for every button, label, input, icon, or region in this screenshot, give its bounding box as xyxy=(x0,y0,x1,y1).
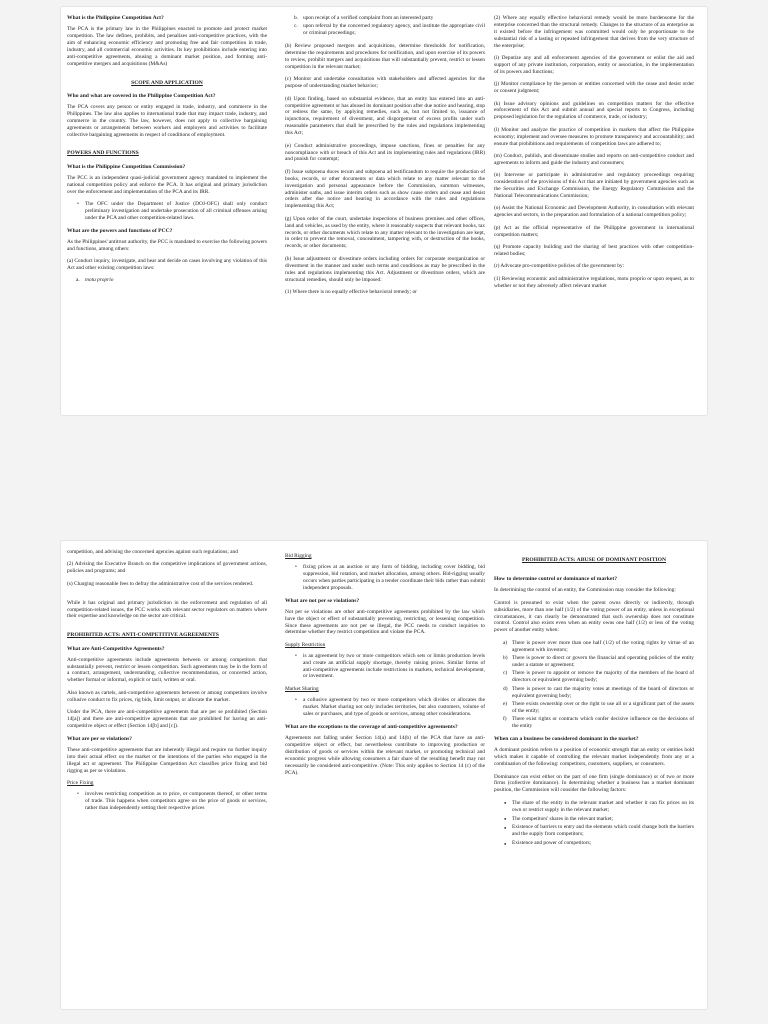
bullet-list-market-sharing xyxy=(285,697,485,718)
list-item: ● Existence of barriers to entry and the elements which could change both the barriers and the supply from competitors; xyxy=(512,824,694,838)
list-item-text: There is power to direct or govern the financial and operating policies of the entity under a statute or agreement; xyxy=(512,655,694,668)
document-page-2 xyxy=(60,540,708,1010)
paragraph-continued: competition, and advising the concerned agencies against such regulations; and xyxy=(67,549,238,555)
list-marker: b. xyxy=(294,15,299,21)
paragraph-power-p: (p) Act as the official representative of the Philippine government in international competition matters; xyxy=(494,224,694,238)
list-item: ● Existence and power of competitors; xyxy=(512,840,694,847)
paragraph-power-r: (r) Advocate pro-competitive policies of the government by: xyxy=(494,263,625,270)
paragraph-anti-competitive: Anti-competitive agreements include agreements between or among competitors that substantially prevent, restrict or lessen competition. Such agreements may be in the form of a contract, arrangement, understanding, collective recommendation, or concerted action, whether formal or informal, explicit or tacit, written or oral. xyxy=(67,656,267,684)
list-item-text: There is power to appoint or remove the majority of the members of the board of directors or equivalent governing body; xyxy=(512,670,694,684)
list-marker: f) xyxy=(503,716,507,723)
page1-column-1 xyxy=(67,15,267,415)
page2-column-2 xyxy=(285,549,485,1009)
list-marker: b) xyxy=(503,655,508,662)
subheading-market-sharing: Market Sharing xyxy=(285,686,319,693)
question-exceptions: What are the exceptions to the coverage of anti-competitive agreements? xyxy=(285,723,458,730)
list-power-a-continued xyxy=(285,15,485,37)
question-anti-competitive: What are Anti-Competitive Agreements? xyxy=(67,645,165,652)
question-what-is-pca: What is the Philippine Competition Act? xyxy=(67,15,164,21)
paragraph-sector-regulators: While it has original and primary jurisdiction in the enforcement and regulation of all competition-related issues, the PCC works with relevant sector regulators on matters where their expertise and knowledge on the sector are critical. xyxy=(67,599,267,620)
question-who-covered: Who and what are covered in the Philippine Competition Act? xyxy=(67,92,216,99)
paragraph-not-per-se: Not per se violations are other anti-competitive agreements prohibited by the law which have the object or effect of substantially preventing, restricting, or lessening competition. Since these agreements are not per se illegal, the PCC needs to conduct inquiries to determine whether they restrict competition and violate the PCA. xyxy=(285,608,485,636)
list-marker: a) xyxy=(503,639,508,646)
paragraph-exceptions: Agreements not falling under Section 14(a) and 14(b) of the PCA that have an anti-competitive object or effect, but nevertheless contribute to improving production or distribution of goods or services within the relevant market, or promoting technical and economic progress while allowing consumers a fair share of the resulting benefit may not necessarily be considered anti-competitive. (Note: This only applies to Section 14 (c) of the PCA). xyxy=(285,735,485,776)
page1-column-3 xyxy=(494,15,694,415)
bullet-list-bid-rigging xyxy=(285,564,485,592)
list-item xyxy=(294,15,485,22)
bullet-market-sharing: • a collusive agreement by two or more competitors which divides or allocates the market. Market sharing not only includes territories, but also customers, volume of sales or purchases, and type of goods or services, among other considerations. xyxy=(303,697,485,718)
list-item xyxy=(76,277,267,284)
paragraph-section-14: Under the PCA, there are anti-competitive agreements that are per se prohibited (Section 14[a]) and there are anti-competitive agreements that are prohibited for having an anti-competitive object or effect (Section 14[b] and [c]). xyxy=(67,709,267,729)
paragraph-who-covered: The PCA covers any person or entity engaged in trade, industry, and commerce in the Philippines. The law also applies to international trade that may impact trade, industry, and commerce in the country. The law, however, does not apply to collective bargaining agreements or arrangements between workers and employers and activities to facilitate collective bargaining agreements in respect of conditions of employment. xyxy=(67,103,267,138)
subheading-bid-rigging: Bid Rigging xyxy=(285,553,312,559)
subheading-price-fixing: Price Fixing xyxy=(67,780,94,787)
list-item xyxy=(503,716,694,730)
question-dominant: When can a business be considered dominant in the market? xyxy=(494,736,639,743)
question-what-is-pcc: What is the Philippine Competition Commission? xyxy=(67,163,186,170)
paragraph-power-l: (l) Monitor and analyze the practice of competition in markets that affect the Philippine economy; implement and oversee measures to promote transparency and accountability; and ensure that prohibitions and requirements of competition laws are adhered to; xyxy=(494,126,694,147)
paragraph-power-m: (m) Conduct, publish, and disseminate studies and reports on anti-competitive conduct and agreements to inform and guide the industry and consumers; xyxy=(494,153,694,166)
subheading-supply-restriction: Supply Restriction xyxy=(285,641,326,648)
paragraph-control-intro: In determining the control of an entity, the Commission may consider the following: xyxy=(494,587,676,594)
paragraph-power-d: (d) Upon finding, based on substantial evidence, that an entity has entered into an anti-competitive agreement or has abused its dominant position after due notice and hearing, stop or redress the same, by applying remedies, such as, but not limited to, issuance of injunctions, requirement of divestment, and disgorgement of excess profits under such reasonable parameters that shall be prescribed by the rules and regulations implementing this Act; xyxy=(285,95,485,137)
bullet-list-ofc xyxy=(67,201,267,222)
list-item xyxy=(503,701,694,715)
paragraph-power-b: (b) Review proposed mergers and acquisitions, determine thresholds for notification, determine the requirements and procedures for notification, and upon exercise of its powers to review, prohibit mergers and acquisitions that will substantially prevent, restrict or lessen competition in the relevant market; xyxy=(285,43,485,70)
bullet-supply-restriction: • is an agreement by two or more competitors which sets or limits production levels and create an artificial supply shortage, thereby raising prices. Similar forms of anti-competitive agreements include restrictions in markets, technical development, or investment. xyxy=(303,653,485,681)
question-not-per-se: What are not per se violations? xyxy=(285,597,360,604)
paragraph-power-k: (k) Issue advisory opinions and guidelines on competition matters for the effective enforcement of this Act and submit annual and special reports to Congress, including proposed legislation for the regulation of commerce, trade, or industry; xyxy=(494,100,694,121)
list-item xyxy=(503,639,694,654)
heading-anti-competitive-agreements: PROHIBITED ACTS: ANTI-COMPETITIVE AGREEMENTS xyxy=(67,632,219,639)
list-item xyxy=(503,685,694,700)
list-item-text: There exists ownership over or the right to use all or a significant part of the assets of the entity; xyxy=(512,701,694,714)
bullet-list-supply-restriction xyxy=(285,653,485,681)
list-marker: e) xyxy=(503,701,508,707)
paragraph-pcc-powers: As the Philippines' antitrust authority, the PCC is mandated to exercise the following powers and functions, among others: xyxy=(67,238,267,252)
paragraph-power-j: (j) Monitor compliance by the person or entities concerned with the cease and desist order or consent judgment; xyxy=(494,81,694,95)
list-item-text: upon receipt of a verified complaint from an interested party xyxy=(303,15,434,21)
list-item-text: There exist rights or contracts which confer decisive influence on the decisions of the entity xyxy=(512,716,694,730)
list-item xyxy=(503,670,694,684)
paragraph-cartels: Also known as cartels, anti-competitive agreements between or among competitors involve collusive conduct to fix prices, rig bids, limit output, or allocate the market. xyxy=(67,689,267,703)
question-control-dominance: How to determine control or dominance of market? xyxy=(494,576,617,583)
question-pcc-powers: What are the powers and functions of PCC? xyxy=(67,227,173,234)
paragraph-power-a: (a) Conduct inquiry, investigate, and hear and decide on cases involving any violation of this Act and other existing competition laws: xyxy=(67,258,267,272)
list-item-text: motu proprio xyxy=(85,277,114,284)
list-item-text: There is power to cast the majority votes at meetings of the board of directors or equivalent governing body; xyxy=(512,685,694,699)
list-marker: c. xyxy=(294,23,298,30)
document-page-1 xyxy=(60,6,708,416)
paragraph-per-se: These anti-competitive agreements that are inherently illegal and require no further inquiry into their actual effect on the market or the intentions of the parties who engaged in the illegal act or agreement. The Philippine Competition Act classifies price fixing and bid rigging as per se violations. xyxy=(67,746,267,774)
list-item: ● The competitors' shares in the relevant market; xyxy=(512,816,694,823)
bullet-bid-rigging: • fixing prices at an auction or any form of bidding, including cover bidding, bid suppression, bid rotation, and market allocation, among others. Bid-rigging usually occurs when parties participating in a tender coordinate their bids rather than submit independent proposals. xyxy=(303,564,485,592)
paragraph-power-s: (s) Charging reasonable fees to defray the administrative cost of the services rendered. xyxy=(67,580,254,587)
paragraph-power-h: (h) Issue adjustment or divestiture orders including orders for corporate reorganization or divestment in the manner and under such terms and conditions as may be prescribed in the rules and regulations implementing this Act. Adjustment or divestiture orders, which are structural remedies, should only be imposed: xyxy=(285,255,485,283)
list-item xyxy=(294,23,485,37)
heading-powers-and-functions: POWERS AND FUNCTIONS xyxy=(67,150,139,157)
bullet-price-fixing: • involves restricting competition as to price, or components thereof, or other terms of trade. This happens when competitors agree on the price of goods or services, rather than independently setting their respective prices xyxy=(85,791,267,812)
heading-abuse-of-dominant-position: PROHIBITED ACTS: ABUSE OF DOMINANT POSITION xyxy=(521,557,667,563)
paragraph-power-r2: (2) Advising the Executive Branch on the competitive implications of government actions, policies and programs; and xyxy=(67,561,267,575)
paragraph-what-is-pcc: The PCC is an independent quasi-judicial government agency mandated to implement the national competition policy and enforce the PCA. It has original and primary jurisdiction over the enforcement and implementation of the PCA and its IRR. xyxy=(67,174,267,195)
paragraph-control-presumed: Control is presumed to exist when the parent owns directly or indirectly, through subsidiaries, more than one half (1/2) of the voting power of an entity, unless in exceptional circumstances, it can clearly be demonstrated that such ownership does not constitute control. Control also exists even when an entity owns one half (1/2) or less of the voting power of another entity when: xyxy=(494,599,694,634)
list-item-text: There is power over more than one half (1/2) of the voting rights by virtue of an agreement with investors; xyxy=(512,639,694,653)
list-marker: c) xyxy=(503,670,508,677)
paragraph-power-o: (o) Assist the National Economic and Development Authority, in consultation with relevant agencies and sectors, in the preparation and formulation of a national competition policy; xyxy=(494,205,694,219)
paragraph-power-e: (e) Conduct administrative proceedings, impose sanctions, fines or penalties for any noncompliance with or breach of this Act and its implementing rules and regulations (IRR) and punish for contempt; xyxy=(285,142,485,163)
list-dominance-factors xyxy=(494,800,694,847)
paragraph-power-r1: (1) Reviewing economic and administrative regulations, motu proprio or upon request, as to whether or not they adversely affect relevant market xyxy=(494,275,694,289)
paragraph-power-g: (g) Upon order of the court, undertake inspections of business premises and other offices, land and vehicles, as used by the entity, where it reasonably suspects that relevant books, tax records, or other documents which relate to any matter relevant to the investigation are kept, in order to prevent the removal, concealment, tampering with, or destruction of the books, records, or other documents; xyxy=(285,215,485,250)
list-item-text: upon referral by the concerned regulatory agency, and institute the appropriate civil or criminal proceedings; xyxy=(303,23,485,37)
paragraph-power-f: (f) Issue subpoena duces tecum and subpoena ad testificandum to require the production of books, records, or other documents or data which relate to any matter relevant to the investigation and personal appearance before the Commission, summon witnesses, administer oaths, and issue interim orders such as show cause orders and cease and desist orders after due notice and hearing in accordance with the rules and regulations implementing this Act; xyxy=(285,168,485,210)
page2-column-1 xyxy=(67,549,267,1009)
list-item: ● The share of the entity in the relevant market and whether it can fix prices on its own or restrict supply in the relevant market; xyxy=(512,800,694,814)
paragraph-power-q: (q) Promote capacity building and the sharing of best practices with other competition-related bodies; xyxy=(494,244,694,257)
paragraph-power-n: (n) Intervene or participate in administrative and regulatory proceedings requiring consideration of the provisions of this Act that are initiated by government agencies such as the Securities and Exchange Commission, the Energy Regulatory Commission and the National Telecommunications Commission; xyxy=(494,172,694,200)
paragraph-power-h1: (1) Where there is no equally effective behavioral remedy; or xyxy=(285,288,417,295)
paragraph-power-c: (c) Monitor and undertake consultation with stakeholders and affected agencies for the purpose of understanding market behavior; xyxy=(285,76,485,90)
list-item xyxy=(503,655,694,669)
paragraph-power-h2: (2) Where any equally effective behavioral remedy would be more burdensome for the enterprise concerned than the structural remedy. Changes to the structure of an enterprise as it existed before the infringement was committed would only be proportionate to the substantial risk of a lasting or repeated infringement that derives from the very structure of the enterprise; xyxy=(494,15,694,49)
bullet-list-price-fixing xyxy=(67,791,267,812)
page2-column-3 xyxy=(494,549,694,1009)
paragraph-power-i: (i) Deputize any and all enforcement agencies of the government or enlist the aid and support of any private institution, corporation, entity or association, in the implementation of its powers and functions; xyxy=(494,55,694,75)
paragraph-dominant-position: A dominant position refers to a position of economic strength that an entity or entities hold which makes it capable of controlling the relevant market independently from any or a combination of the following: competitors, customers, suppliers, or consumers. xyxy=(494,747,694,768)
page1-column-2 xyxy=(285,15,485,415)
list-marker: d) xyxy=(503,685,508,692)
paragraph-what-is-pca: The PCA is the primary law in the Philippines enacted to promote and protect market competition. The law defines, prohibits, and penalizes anti-competitive practices, with the aim of enhancing economic efficiency and promoting free and fair competition in trade, industry, and all commercial economic activities. Its key prohibitions include entering into anti-competitive agreements, abusing a dominant market position, and forming anti-competitive mergers and acquisitions (M&As) xyxy=(67,26,267,67)
list-marker: a. xyxy=(76,277,80,284)
paragraph-dominance-factors: Dominance can exist either on the part of one firm (single dominance) or of two or more firms (collective dominance). In determining whether a business has a market dominant position, the Commission will consider the following factors: xyxy=(494,773,694,794)
list-control-conditions xyxy=(494,640,694,730)
bullet-ofc: • The OFC under the Department of Justice (DOJ-OFC) shall only conduct preliminary investigation and undertake prosecution of all criminal offenses arising under the PCA and other competition-related laws. xyxy=(85,201,267,222)
question-per-se: What are per se violations? xyxy=(67,735,133,742)
heading-scope-and-application: SCOPE AND APPLICATION xyxy=(131,79,203,86)
list-power-a-items xyxy=(67,277,267,284)
